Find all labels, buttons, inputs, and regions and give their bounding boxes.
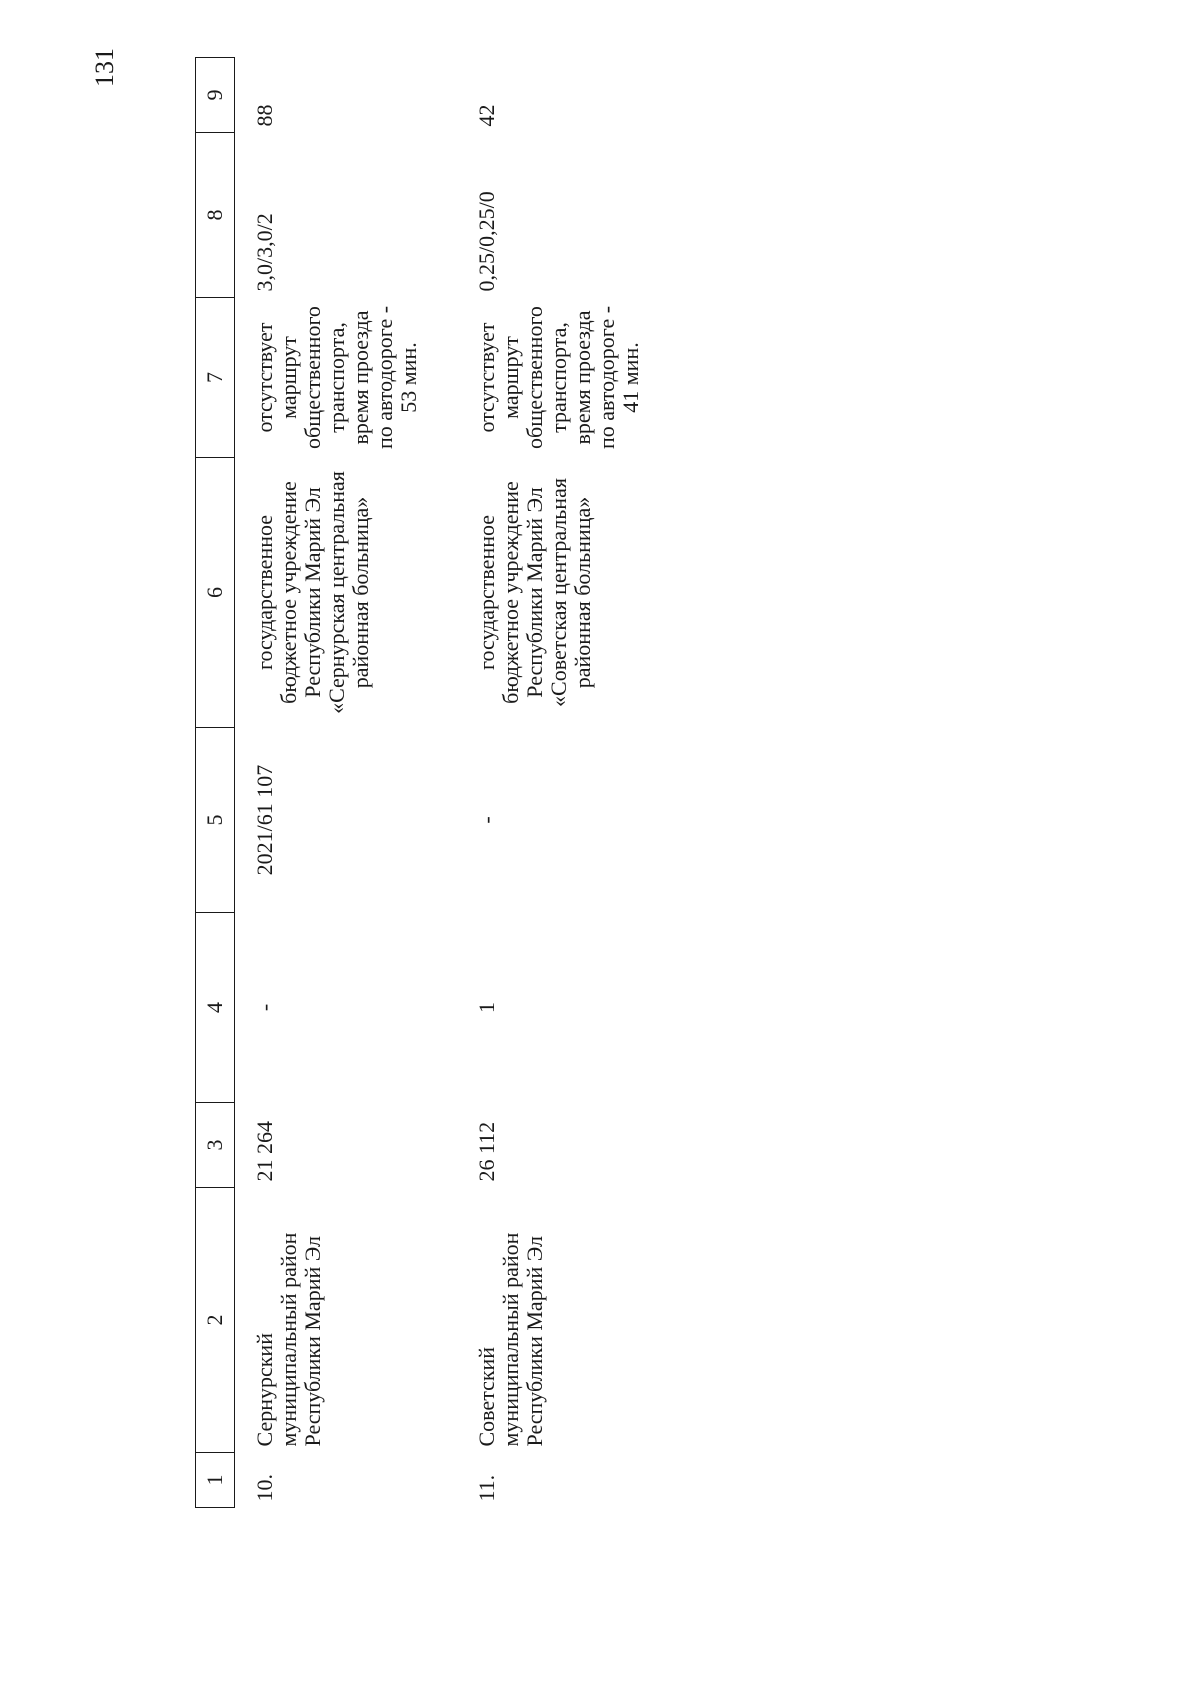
- column-4-value: 1: [474, 1002, 499, 1013]
- row-number: 10.: [252, 1474, 277, 1502]
- row-number: 11.: [474, 1474, 499, 1502]
- region-name: Сернурский муниципальный район Республики Марий Эл: [252, 1232, 325, 1447]
- header-row: [196, 58, 235, 1508]
- column-header-2: 2: [196, 1188, 235, 1453]
- population: 26 112: [474, 1121, 499, 1182]
- population: 21 264: [252, 1121, 277, 1182]
- institution-name: государственное бюджетное учреждение Республики Марий Эл «Сернурская центральная районная больница»: [252, 471, 373, 714]
- page-number: 131: [90, 48, 119, 87]
- column-header-9: 9: [196, 58, 235, 133]
- transport-info: отсутствует маршрут общественного транспорта, время проезда по автодороге - 41 мин.: [474, 305, 643, 450]
- column-9-value: 88: [252, 104, 277, 127]
- column-header-5: 5: [196, 728, 235, 913]
- column-5-value: 2021/61 107: [252, 764, 277, 876]
- column-5-value: -: [474, 816, 499, 824]
- region-name: Советский муниципальный район Республики Марий Эл: [474, 1232, 547, 1447]
- column-4-value: -: [252, 1003, 277, 1012]
- column-header-7: 7: [196, 298, 235, 458]
- column-header-8: 8: [196, 133, 235, 298]
- column-header-3: 3: [196, 1103, 235, 1188]
- rotated-document-sheet: [70, 28, 1130, 1668]
- column-9-value: 42: [474, 104, 499, 127]
- column-header-1: 1: [196, 1453, 235, 1508]
- column-8-value: 0,25/0,25/0: [474, 191, 499, 292]
- data-table: [195, 57, 679, 1508]
- transport-info: отсутствует маршрут общественного транспорта, время проезда по автодороге - 53 мин.: [252, 305, 421, 450]
- column-header-4: 4: [196, 913, 235, 1103]
- table-row: [235, 58, 458, 1508]
- table-row: [457, 58, 679, 1508]
- institution-name: государственное бюджетное учреждение Республики Марий Эл «Советская центральная районная больница»: [474, 478, 595, 707]
- column-header-6: 6: [196, 458, 235, 728]
- column-8-value: 3,0/3,0/2: [252, 213, 277, 292]
